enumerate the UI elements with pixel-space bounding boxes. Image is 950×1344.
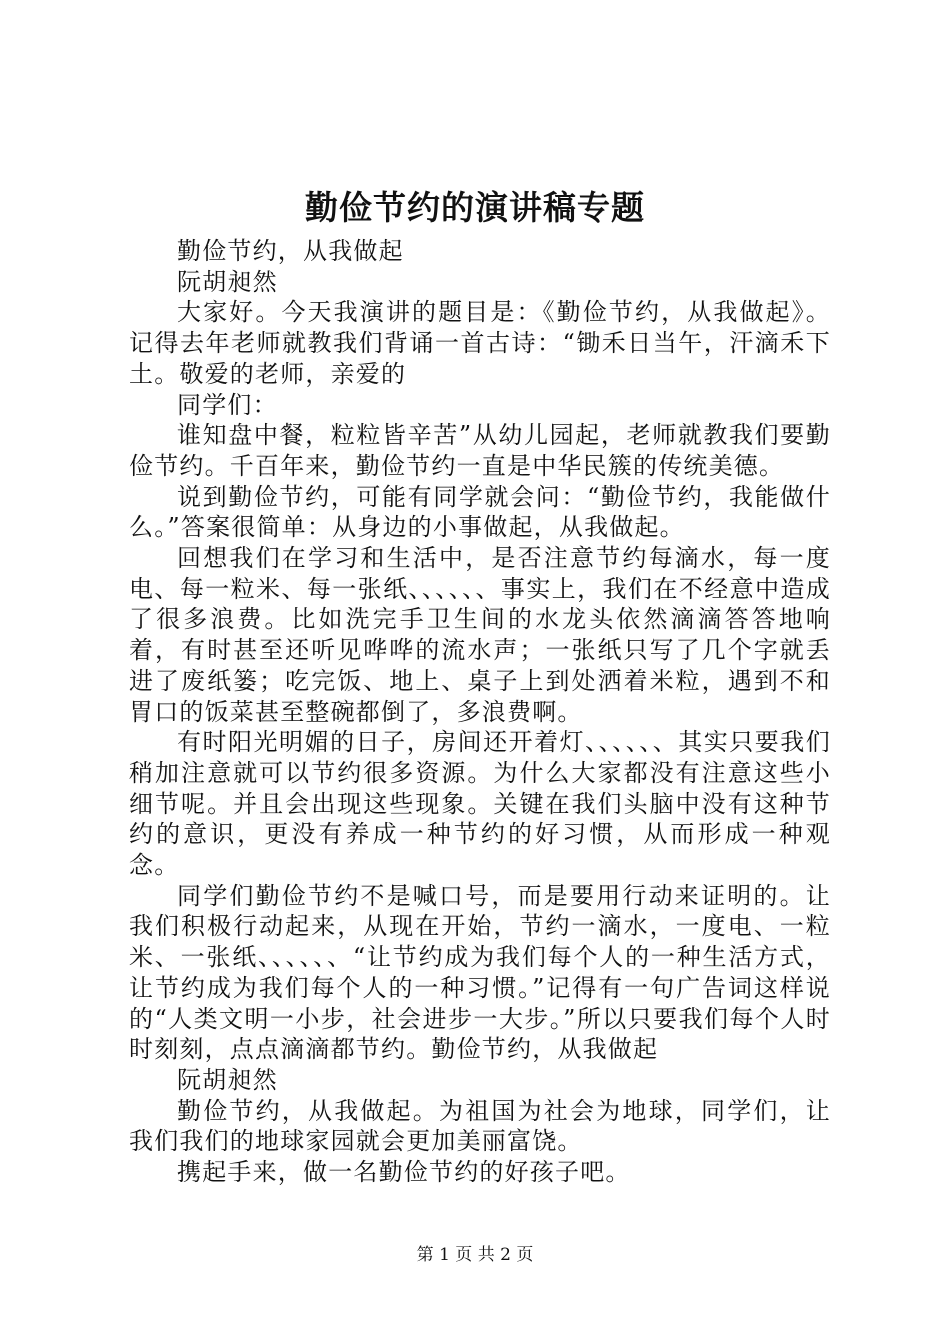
paragraph: 携起手来，做一名勤俭节约的好孩子吧。 — [177, 1158, 631, 1187]
paragraph-subtitle: 勤俭节约，从我做起 — [177, 237, 404, 265]
paragraph: 谁知盘中餐，粒粒皆辛苦”从幼儿园起，老师就教我们要勤俭节约。千百年来，勤俭节约一直是中华民簇的传统美德。 — [129, 421, 831, 480]
paragraph: 同学们： — [177, 390, 278, 419]
document-body — [129, 236, 831, 1188]
page-number-footer: 第 1 页 共 2 页 — [416, 1245, 534, 1265]
paragraph: 有时阳光明媚的日子，房间还开着灯、、、、、、其实只要我们稍加注意就可以节约很多资源。为什么大家都没有注意这些小细节呢。并且会出现这些现象。关键在我们头脑中没有这种节约的意识，更没有养成一种节约的好习惯，从而形成一种观念。 — [129, 728, 831, 880]
document-title: 勤俭节约的演讲稿专题 — [305, 188, 645, 227]
paragraph: 同学们勤俭节约不是喊口号，而是要用行动来证明的。让我们积极行动起来，从现在开始，节约一滴水，一度电、一粒米、一张纸、、、、、、“让节约成为我们每个人的一种生活方式，让节约成为我们每个人的一种习惯。”记得有一句广告词这样说的“人类文明一小步，社会进步一大步。”所以只要我们每个人时时刻刻，点点滴滴都节约。勤俭节约，从我做起 — [129, 881, 831, 1064]
paragraph-author: 阮胡昶然 — [177, 1065, 278, 1094]
paragraph: 回想我们在学习和生活中，是否注意节约每滴水，每一度电、每一粒米、每一张纸、、、、、、事实上，我们在不经意中造成了很多浪费。比如洗完手卫生间的水龙头依然滴滴答答地响着，有时甚至还听见哗哗的流水声；一张纸只写了几个字就丢进了废纸篓；吃完饭、地上、桌子上到处洒着米粒，遇到不和胃口的饭菜甚至整碗都倒了，多浪费啊。 — [129, 544, 831, 726]
paragraph-author: 阮胡昶然 — [177, 267, 278, 296]
paragraph: 说到勤俭节约，可能有同学就会问：“勤俭节约，我能做什么。”答案很简单：从身边的小事做起，从我做起。 — [129, 482, 831, 542]
paragraph: 大家好。今天我演讲的题目是：《勤俭节约，从我做起》。记得去年老师就教我们背诵一首古诗：“锄禾日当午，汗滴禾下土。敬爱的老师，亲爱的 — [129, 298, 831, 388]
paragraph: 勤俭节约，从我做起。为祖国为社会为地球，同学们，让我们我们的地球家园就会更加美丽富饶。 — [129, 1096, 831, 1156]
